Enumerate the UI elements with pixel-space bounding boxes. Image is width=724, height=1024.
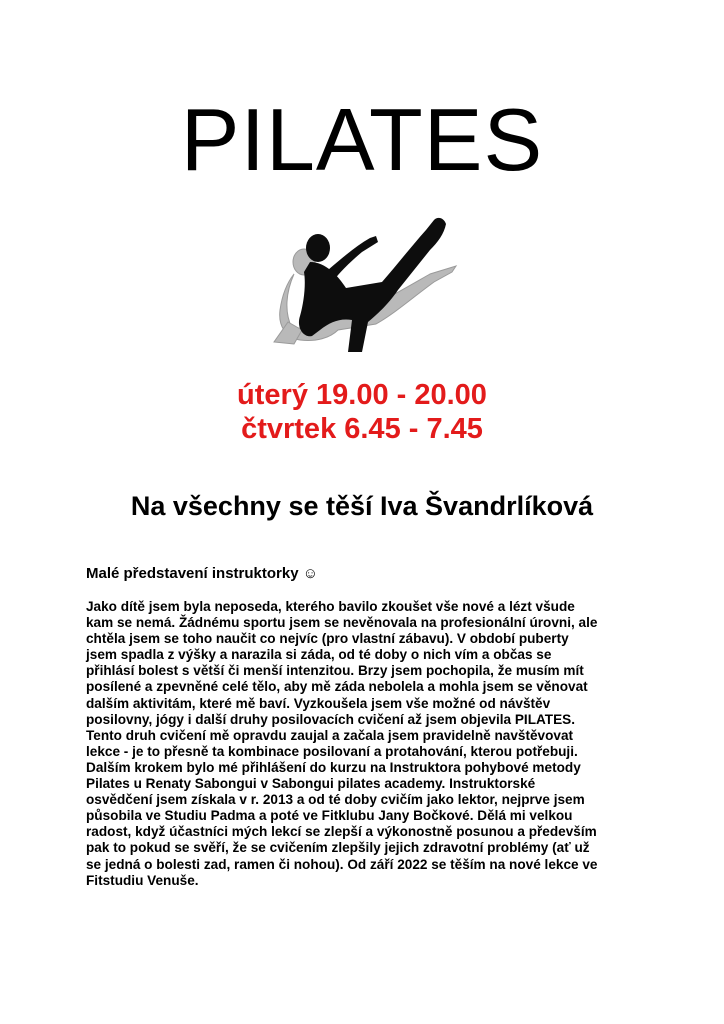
bio-line: lekce - je to přesně ta kombinace posilovaní a protahování, kterou potřebuji.: [86, 743, 578, 759]
bio-line: kam se nemá. Žádnému sportu jsem se nevěnovala na profesionální úrovni, ale: [86, 615, 598, 631]
pilates-silhouette-graphic: [234, 212, 464, 357]
schedule-line-tuesday: úterý 19.00 - 20.00: [237, 379, 487, 411]
bio-line: Jako dítě jsem byla neposeda, kterého bavilo zkoušet vše nové a lézt všude: [86, 599, 575, 614]
pilates-figure-icon: [234, 212, 464, 357]
instructor-greeting: Na všechny se těší Iva Švandrlíková: [130, 491, 594, 521]
bio-line: chtěla jsem se toho naučit co nejvíc (pro vlastní zábavu). V období puberty: [86, 631, 569, 647]
bio-line: Tento druh cvičení mě opravdu zaujal a začala jsem pravidelně navštěvovat: [86, 727, 574, 743]
bio-line: posílené a zpevněné celé tělo, aby mě záda nebolela a mohla jsem se věnovat: [86, 679, 588, 695]
bio-line: Dalším krokem bylo mé přihlášení do kurzu na Instruktora pohybové metody: [86, 759, 581, 775]
bio-line: přihlásí bolest s větší či menší intenzitou. Brzy jsem pochopila, že musím mít: [86, 663, 584, 679]
bio-line: dalším aktivitám, které mě baví. Vyzkoušela jsem vše možné od návštěv: [86, 695, 551, 711]
bio-line: osvědčení jsem získala v r. 2013 a od té doby cvičím jako lektor, nejprve jsem: [86, 792, 585, 808]
bio-line: působila ve Studiu Padma a poté ve Fitklubu Jany Bočkové. Dělá mi velkou: [86, 808, 573, 824]
schedule-line-thursday: čtvrtek 6.45 - 7.45: [241, 413, 483, 445]
bio-line: Pilates u Renaty Sabongui v Sabongui pilates academy. Instruktorské: [86, 776, 536, 792]
schedule-block: [0, 378, 724, 446]
bio-line: radost, když účastníci mých lekcí se zlepší a výkonostně posunou a především: [86, 824, 597, 840]
bio-line: se jedná o bolesti zad, ramen či nohou). Od září 2022 se těším na nové lekce ve: [86, 856, 598, 872]
bio-line: jsem spadla z výšky a narazila si záda, od té doby o nich vím a občas se: [86, 647, 552, 663]
instructor-bio: [86, 599, 646, 889]
bio-line: Fitstudiu Venuše.: [86, 872, 199, 888]
bio-line: posilovny, jógy i další druhy posilovacích cvičení až jsem objevila PILATES.: [86, 711, 576, 727]
instructor-intro-heading: Malé představení instruktorky ☺: [86, 565, 319, 582]
page-title: PILATES: [180, 90, 544, 189]
bio-line: pak to pokud se svěří, že se cvičením zlepšily jejich zdravotní problémy (ať už: [86, 840, 590, 856]
